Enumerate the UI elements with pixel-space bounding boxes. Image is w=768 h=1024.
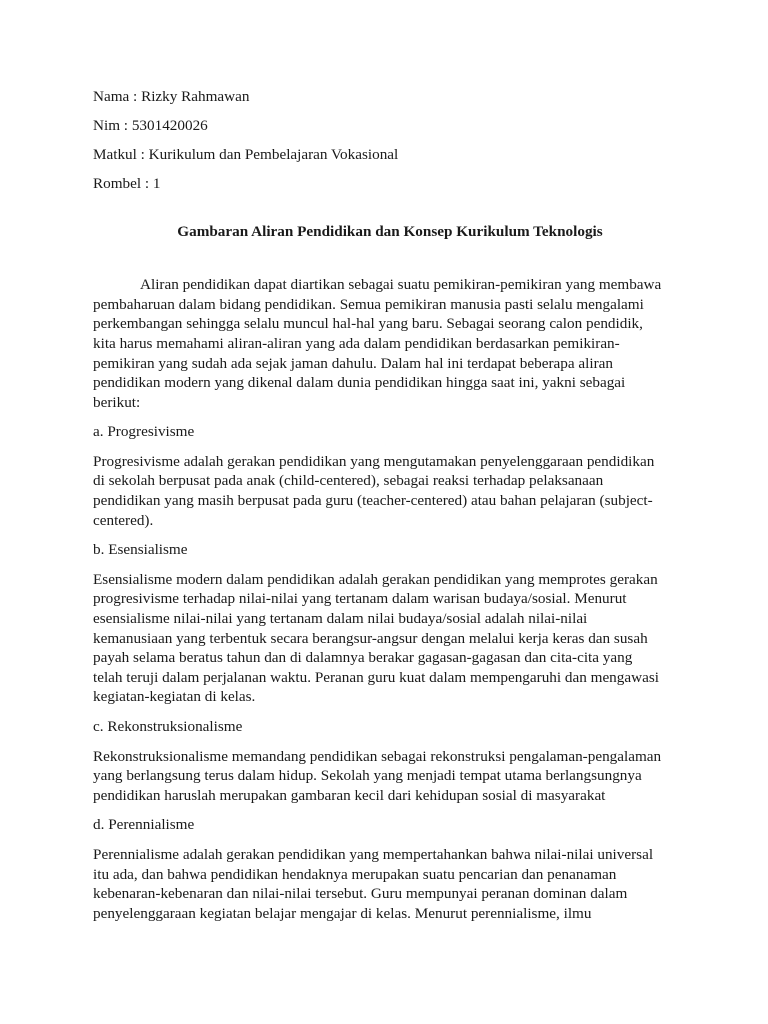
paragraph-line: di sekolah berpusat pada anak (child-centered), sebagai reaksi terhadap pelaksanaan (93, 472, 604, 490)
intro-line: pemikiran yang sudah ada sejak jaman dahulu. Dalam hal ini terdapat beberapa aliran (93, 354, 613, 372)
section-heading-progresivisme: a. Progresivisme (93, 423, 195, 441)
document-title: Gambaran Aliran Pendidikan dan Konsep Kurikulum Teknologis (177, 222, 603, 240)
class-group: Rombel : 1 (93, 174, 161, 192)
paragraph-line: centered). (93, 511, 154, 529)
section-heading-esensialisme: b. Esensialisme (93, 541, 188, 559)
student-name: Nama : Rizky Rahmawan (93, 88, 250, 105)
intro-line: Aliran pendidikan dapat diartikan sebagai suatu pemikiran-pemikiran yang membawa (140, 276, 662, 294)
intro-line: pendidikan modern yang dikenal dalam dunia pendidikan hingga saat ini, yakni sebagai (93, 374, 626, 392)
paragraph-line: Perennialisme adalah gerakan pendidikan yang mempertahankan bahwa nilai-nilai universal (93, 845, 654, 863)
section-paragraph-perennialisme (93, 845, 683, 923)
intro-line: kita harus memahami aliran-aliran yang ada dalam pendidikan berdasarkan pemikiran- (93, 334, 620, 352)
paragraph-line: kebenaran-kebenaran dan nilai-nilai tersebut. Guru mempunyai peranan dominan dalam (93, 885, 628, 903)
paragraph-line: Esensialisme modern dalam pendidikan adalah gerakan pendidikan yang memprotes gerakan (93, 570, 658, 588)
paragraph-line: Rekonstruksionalisme memandang pendidikan sebagai rekonstruksi pengalaman-pengalaman (93, 747, 662, 765)
paragraph-line: yang berlangsung terus dalam hidup. Sekolah yang menjadi tempat utama berlangsungnya (93, 767, 642, 785)
intro-line: perkembangan sehingga selalu muncul hal-hal yang baru. Sebagai seorang calon pendidik, (93, 315, 643, 333)
section-paragraph-rekonstruksionalisme (93, 747, 683, 806)
section-paragraph-esensialisme (93, 570, 683, 707)
section-heading-perennialisme: d. Perennialisme (93, 816, 195, 834)
paragraph-line: itu ada, dan bahwa pendidikan hendaknya merupakan suatu pencarian dan penanaman (93, 865, 617, 883)
section-heading-rekonstruksionalisme: c. Rekonstruksionalisme (93, 718, 243, 736)
document-body (93, 87, 683, 933)
paragraph-line: pendidikan yang masih berpusat pada guru (teacher-centered) atau bahan pelajaran (subject- (93, 492, 653, 510)
paragraph-line: kegiatan-kegiatan di kelas. (93, 688, 256, 706)
student-nim: Nim : 5301420026 (93, 116, 208, 134)
paragraph-line: esensialisme nilai-nilai yang tertanam dalam nilai budaya/sosial adalah nilai-nilai (93, 610, 588, 628)
paragraph-line: pendidikan haruslah merupakan gambaran kecil dari kehidupan sosial di masyarakat (93, 786, 606, 804)
intro-line: berikut: (93, 393, 141, 411)
section-paragraph-progresivisme (93, 452, 683, 530)
course-name: Matkul : Kurikulum dan Pembelajaran Vokasional (93, 145, 399, 163)
paragraph-line: progresivisme terhadap nilai-nilai yang tertanam dalam warisan budaya/sosial. Menurut (93, 590, 627, 608)
paragraph-line: penyelenggaraan kegiatan belajar mengajar di kelas. Menurut perennialisme, ilmu (93, 904, 592, 922)
paragraph-line: telah teruji dalam perjalanan waktu. Peranan guru kuat dalam mempengaruhi dan mengawasi (93, 668, 659, 686)
intro-line: pembaharuan dalam bidang pendidikan. Semua pemikiran manusia pasti selalu mengalami (93, 295, 644, 313)
paragraph-line: Progresivisme adalah gerakan pendidikan yang mengutamakan penyelenggaraan pendidikan (93, 452, 655, 470)
paragraph-line: payah selama beratus tahun dan di dalamnya berakar gagasan-gagasan dan cita-cita yang (93, 649, 633, 667)
intro-paragraph (93, 275, 683, 412)
paragraph-line: kemanusiaan yang terbentuk secara berangsur-angsur dengan melalui kerja keras dan susah (93, 629, 648, 647)
